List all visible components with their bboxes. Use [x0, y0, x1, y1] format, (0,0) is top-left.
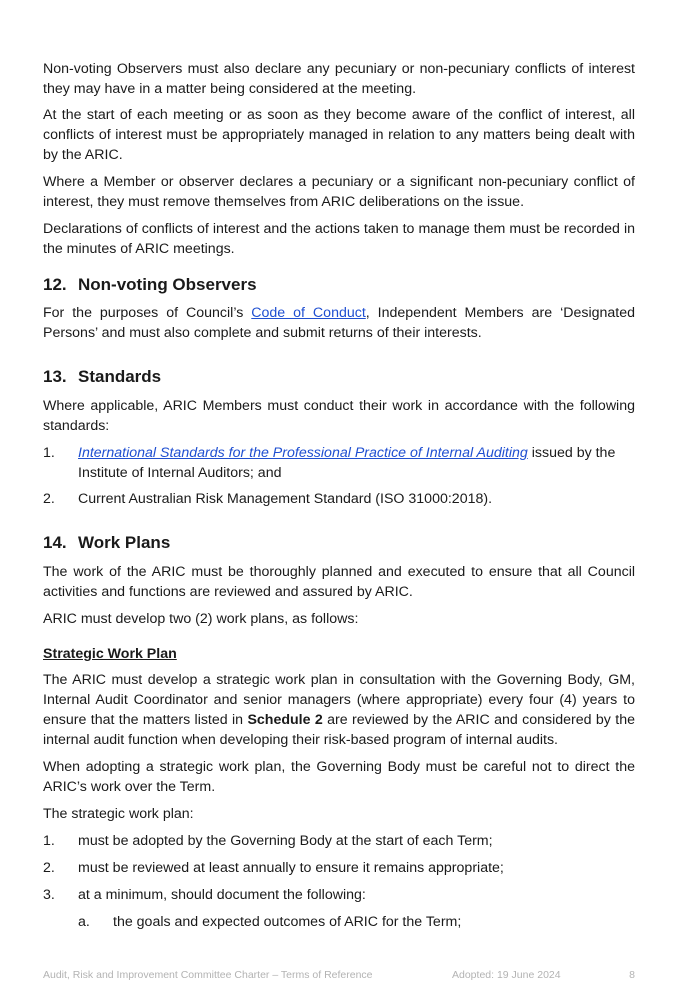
list-item-text: at a minimum, should document the following:: [78, 887, 366, 903]
list-item: [43, 489, 635, 509]
paragraph-observers-declare: Non-voting Observers must also declare any pecuniary or non-pecuniary conflicts of interest they may have in a matter being considered at the meeting.: [43, 61, 635, 97]
list-item-number: 1.: [43, 445, 55, 461]
section-14-heading: [43, 533, 170, 553]
list-item: [43, 885, 635, 905]
list-item-text: must be adopted by the Governing Body at the start of each Term;: [78, 833, 493, 849]
section-14-paragraph-5: The strategic work plan:: [43, 806, 194, 822]
list-item: [43, 443, 635, 483]
section-13-heading: [43, 367, 161, 387]
paragraph-3-text-post: are reviewed by the ARIC and considered by the internal audit function when developing their risk-based program of internal audits.: [43, 712, 635, 748]
section-14-paragraph-2: ARIC must develop two (2) work plans, as follows:: [43, 611, 359, 627]
section-12-heading: [43, 275, 257, 295]
paragraph-conflicts-managed: At the start of each meeting or as soon as they become aware of the conflict of interest, all conflicts of interest must be appropriately managed in relation to any matters being dealt with by the ARIC.: [43, 107, 635, 163]
list-item: [43, 858, 635, 878]
section-14-paragraph-1: The work of the ARIC must be thoroughly planned and executed to ensure that all Council activities and functions are reviewed and assured by ARIC.: [43, 564, 635, 600]
list-item-text: issued by the Institute of Internal Auditors; and: [78, 445, 616, 481]
list-item-number: 2.: [43, 860, 55, 876]
section-14-paragraph-3: [43, 670, 635, 750]
code-of-conduct-link[interactable]: Code of Conduct: [251, 305, 366, 321]
paragraph-3-text-pre: The ARIC must develop a strategic work plan in consultation with the Governing Body, GM, Internal Audit Coordinator and senior managers (where appropriate) every four (4) years to ensure that the matters listed in: [43, 672, 635, 728]
section-12-text-post: , Independent Members are ‘Designated Persons’ and must also complete and submit returns of their interests.: [43, 305, 635, 341]
strategic-work-plan-heading: Strategic Work Plan: [43, 646, 177, 662]
section-14-paragraph-4: When adopting a strategic work plan, the Governing Body must be careful not to direct the ARIC’s work over the Term.: [43, 759, 635, 795]
section-13-number: 13.: [43, 367, 67, 386]
section-12-paragraph: [43, 303, 635, 343]
list-item-number: 1.: [43, 833, 55, 849]
section-12-number: 12.: [43, 275, 67, 294]
sub-list-item: [43, 912, 635, 932]
schedule-2-ref: Schedule 2: [247, 712, 323, 728]
section-14-title: Work Plans: [78, 533, 171, 552]
paragraph-remove-themselves: Where a Member or observer declares a pecuniary or a significant non-pecuniary conflict of interest, they must remove themselves from ARIC deliberations on the issue.: [43, 174, 635, 210]
list-item-number: 2.: [43, 491, 55, 507]
list-item-number: 3.: [43, 887, 55, 903]
section-12-title: Non-voting Observers: [78, 275, 257, 294]
list-item-text: must be reviewed at least annually to ensure it remains appropriate;: [78, 860, 504, 876]
section-12-text-pre: For the purposes of Council’s: [43, 305, 252, 321]
section-13-intro: Where applicable, ARIC Members must conduct their work in accordance with the following standards:: [43, 398, 635, 434]
footer-adopted-date: Adopted: 19 June 2024: [452, 969, 561, 981]
list-item: [43, 831, 635, 851]
international-standards-link[interactable]: International Standards for the Professional Practice of Internal Auditing: [78, 445, 528, 461]
section-14-number: 14.: [43, 533, 67, 552]
footer-document-title: Audit, Risk and Improvement Committee Charter – Terms of Reference: [43, 969, 373, 981]
list-item-text: Current Australian Risk Management Standard (ISO 31000:2018).: [78, 491, 493, 507]
sub-list-item-letter: a.: [78, 914, 90, 930]
section-13-title: Standards: [78, 367, 162, 386]
sub-list-item-text: the goals and expected outcomes of ARIC for the Term;: [113, 914, 462, 930]
paragraph-declarations-recorded: Declarations of conflicts of interest and the actions taken to manage them must be recorded in the minutes of ARIC meetings.: [43, 221, 635, 257]
footer-page-number: 8: [629, 969, 635, 981]
